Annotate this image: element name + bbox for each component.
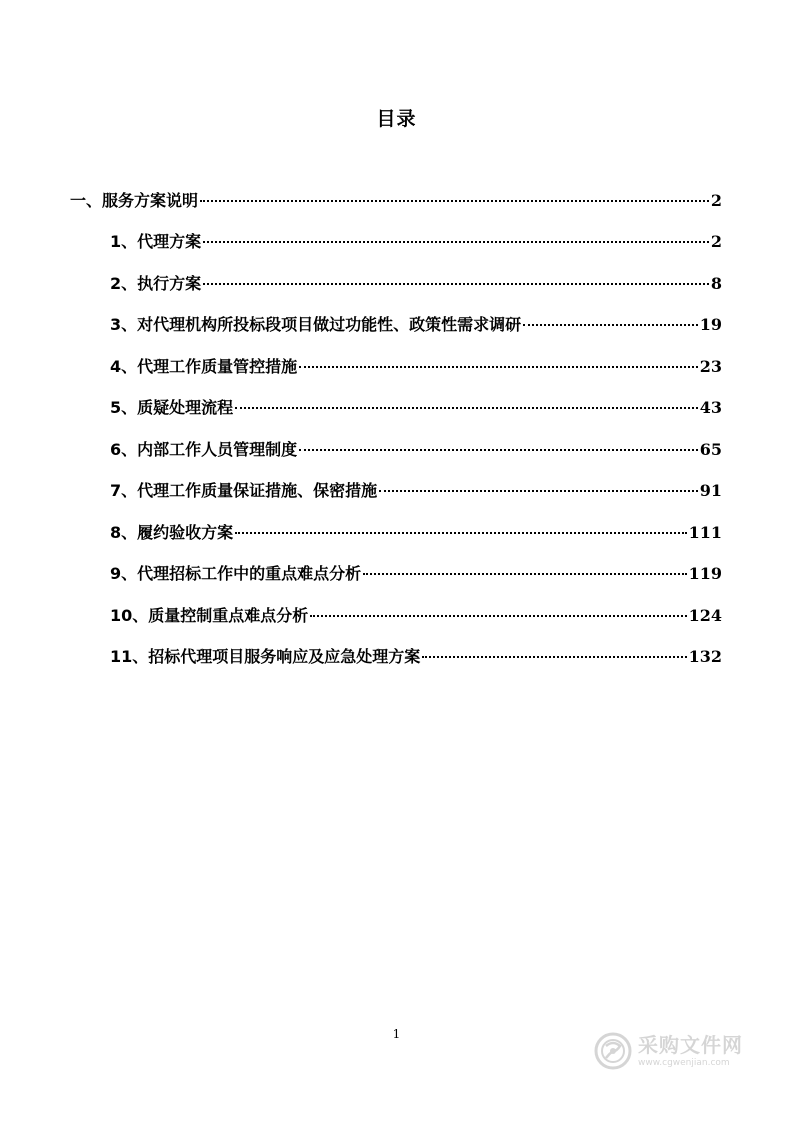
toc-entry-number: 3、 [110, 315, 138, 334]
toc-entry-number: 2、 [110, 274, 138, 293]
toc-entry-page: 91 [699, 481, 722, 500]
toc-dot-leader [310, 615, 686, 617]
watermark-logo-icon [594, 1032, 632, 1070]
toc-entry-page: 119 [688, 564, 722, 583]
toc-dot-leader [203, 241, 709, 243]
toc-dot-leader [299, 449, 698, 451]
toc-entry-page: 132 [688, 647, 722, 666]
toc-entry-number: 9、 [110, 564, 138, 583]
toc-entry-page: 8 [710, 274, 722, 293]
toc-entry-title: 招标代理项目服务响应及应急处理方案 [148, 647, 421, 666]
toc-entry-number: 一、 [70, 191, 103, 210]
toc-dot-leader [235, 532, 686, 534]
toc-entry[interactable] [70, 188, 722, 214]
toc-entry-title: 质疑处理流程 [137, 398, 234, 417]
toc-entry[interactable] [110, 520, 722, 546]
toc-dot-leader [523, 324, 698, 326]
toc-dot-leader [200, 200, 709, 202]
toc-entry-number: 4、 [110, 357, 138, 376]
toc-entry-page: 19 [699, 315, 722, 334]
toc-entry-title: 内部工作人员管理制度 [137, 440, 298, 459]
toc-entry[interactable] [110, 229, 722, 255]
toc-entry[interactable] [110, 644, 722, 670]
toc-entry-title: 执行方案 [137, 274, 202, 293]
toc-entry[interactable] [110, 437, 722, 463]
toc-entry-title: 对代理机构所投标段项目做过功能性、政策性需求调研 [137, 315, 522, 334]
toc-entry-page: 2 [710, 191, 722, 210]
toc-entry[interactable] [110, 478, 722, 504]
toc-dot-leader [235, 407, 698, 409]
toc-entry-page: 43 [699, 398, 722, 417]
toc-entry-number: 11、 [110, 647, 149, 666]
toc-entry-number: 10、 [110, 606, 149, 625]
toc-entry-title: 代理招标工作中的重点难点分析 [137, 564, 362, 583]
toc-entry-number: 6、 [110, 440, 138, 459]
toc-entry[interactable] [110, 354, 722, 380]
toc-entry-number: 1、 [110, 232, 138, 251]
watermark-site-url: www.cgwenjian.com [638, 1057, 730, 1068]
toc-dot-leader [379, 490, 698, 492]
toc-entry-number: 5、 [110, 398, 138, 417]
toc-dot-leader [203, 283, 709, 285]
toc-entry-page: 23 [699, 357, 722, 376]
watermark [594, 1026, 754, 1076]
toc-entry-title: 质量控制重点难点分析 [148, 606, 309, 625]
toc-dot-leader [363, 573, 686, 575]
toc-entry-title: 代理工作质量保证措施、保密措施 [137, 481, 378, 500]
toc-entry-title: 代理方案 [137, 232, 202, 251]
toc-entry[interactable] [110, 561, 722, 587]
toc-entry[interactable] [110, 312, 722, 338]
watermark-site-name: 采购文件网 [638, 1032, 743, 1057]
toc-entry-title: 代理工作质量管控措施 [137, 357, 298, 376]
toc-entry[interactable] [110, 603, 722, 629]
toc-entry-title: 履约验收方案 [137, 523, 234, 542]
page-number: 1 [392, 1027, 401, 1041]
toc-entry-page: 2 [710, 232, 722, 251]
watermark-text [638, 1032, 743, 1068]
toc-entry-title: 服务方案说明 [102, 191, 199, 210]
toc-entry[interactable] [110, 271, 722, 297]
toc-entry-page: 124 [688, 606, 722, 625]
page-title: 目录 [376, 108, 417, 130]
toc-dot-leader [422, 656, 686, 658]
toc-entry-page: 111 [688, 523, 722, 542]
toc-dot-leader [299, 366, 698, 368]
toc-entry-number: 7、 [110, 481, 138, 500]
toc-entry-page: 65 [699, 440, 722, 459]
toc-entry-number: 8、 [110, 523, 138, 542]
toc-entry[interactable] [110, 395, 722, 421]
